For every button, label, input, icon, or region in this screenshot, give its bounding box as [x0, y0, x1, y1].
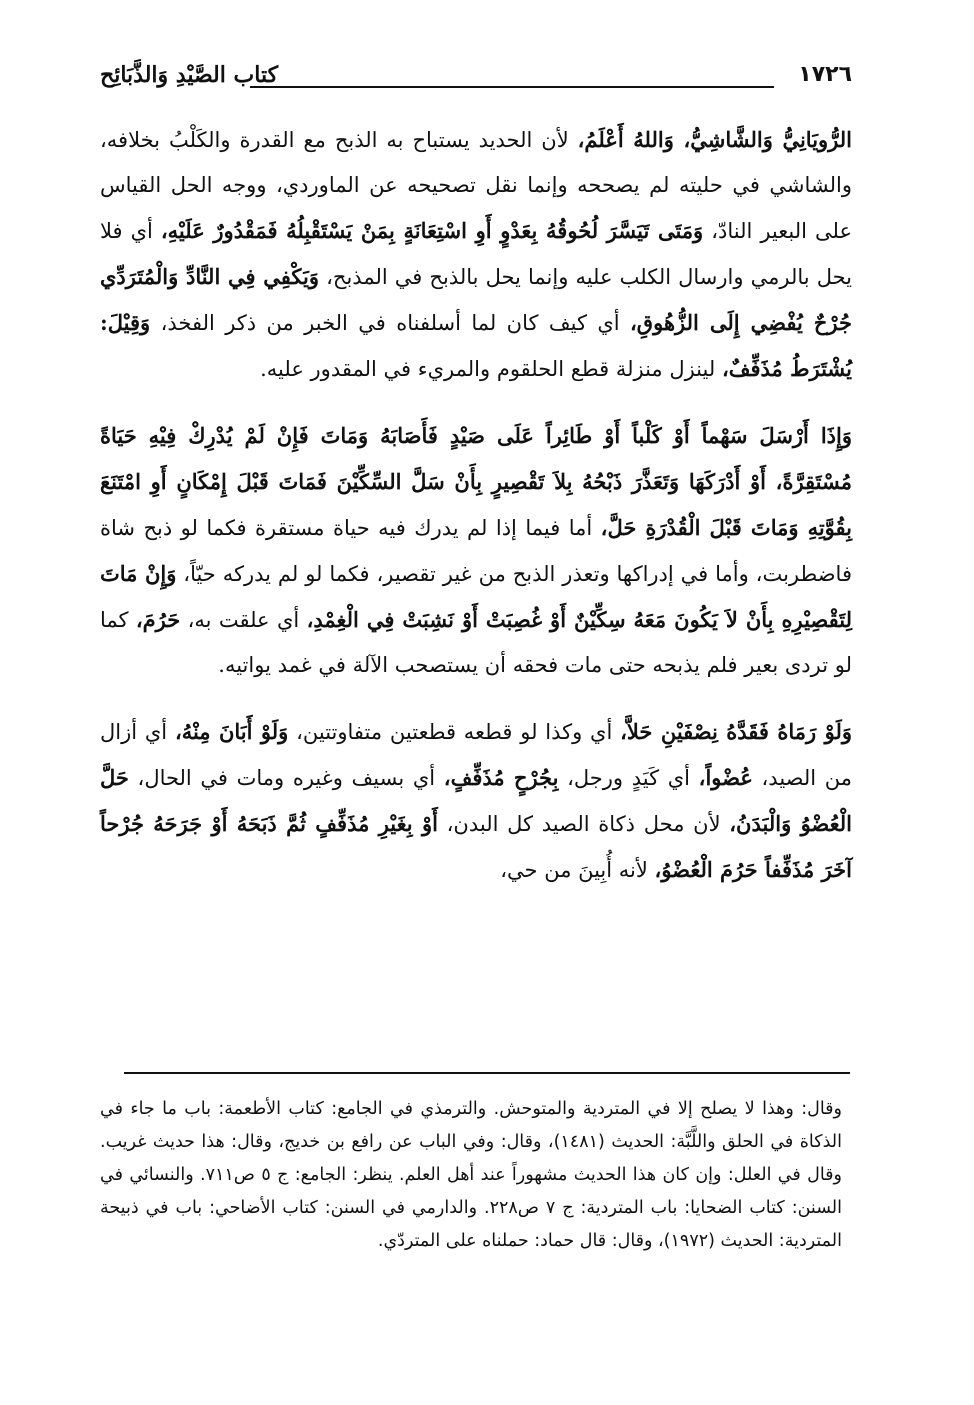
matn-text: وَإِذَا أَرْسَلَ سَهْماً أَوْ كَلْباً أَوْ طَائِراً عَلَى صَيْدٍ فَأَصَابَهُ وَمَاتَ فَإِنْ لَمْ يُدْرِكْ فِيْهِ حَيَاةً مُسْتَقِرَّةً، أَوْ أَدْرَكَهَا وَتَعَذَّرَ ذَبْحُهُ بِلاَ تَقْصِيرٍ بِأَنْ سَلَّ السِّكِّيْنَ فَمَاتَ قَبْلَ إِمْكَانٍ أَوِ امْتَنَعَ بِقُوَّتِهِ وَمَاتَ قَبْلَ الْقُدْرَةِ حَلَّ، [100, 423, 852, 540]
matn-text: بِجُرْحٍ مُذَفِّفٍ، [443, 765, 559, 790]
commentary-text: أي أزال من الصيد، [100, 720, 853, 790]
header-rule [250, 86, 774, 88]
matn-text: وَيَكْفِي فِي النَّادِّ وَالْمُتَرَدِّي جُرْحٌ يُفْضِي إِلَى الزُّهُوقِ، [100, 264, 852, 335]
commentary-text: لينزل منزلة قطع الحلقوم والمريء في المقدور عليه. [260, 357, 722, 381]
commentary-text: أما فيما إذا لم يدرك فيه حياة مستقرة فكما لو ذبح شاة فاضطربت، وأما في إدراكها وتعذر الذبح من غير تقصير، فكما لو لم يدركه حيّاً، [100, 516, 852, 586]
commentary-text: لأن الحديد يستباح به الذبح مع القدرة والكَلْبُ بخلافه، والشاشي في حليته لم يصححه وإنما نقل تصحيحه عن الماوردي، ووجه الحل القياس على البعير النادّ، [100, 128, 852, 243]
matn-text: وَإِنْ مَاتَ لِتَقْصِيْرِهِ بِأَنْ لاَ يَكُونَ مَعَهُ سِكِّيْنٌ أَوْ غُصِبَتْ أَوْ نَشِبَتْ فِي الْغِمْدِ، [100, 561, 852, 632]
matn-text: الرُّويَانِيُّ وَالشَّاشِيُّ، وَاللهُ أَعْلَمُ، [577, 127, 853, 152]
commentary-text: أي كيف كان لما أسلفناه في الخبر من ذكر الفخذ، [150, 311, 631, 335]
page-number: ١٧٢٦ [798, 62, 852, 87]
paragraph [100, 413, 852, 688]
commentary-text: كما لو تردى بعير فلم يذبحه حتى مات فحقه أن يستصحب الآلة في غمد يواتيه. [100, 608, 852, 677]
matn-text: عُضْواً، [698, 765, 753, 790]
matn-text: أَوْ بِغَيْرِ مُذَفِّفٍ ثُمَّ ذَبَحَهُ أَوْ جَرَحَهُ جُرْحاً آخَرَ مُذَفِّفاً حَرُمَ الْعُضْوُ، [100, 811, 852, 882]
commentary-text: أي علقت به، [180, 608, 307, 632]
commentary-text: أي وكذا لو قطعه قطعتين متفاوتتين، [288, 720, 621, 744]
matn-text: وَقِيْلَ: يُشْتَرَطُ مُذَفِّفٌ، [100, 310, 852, 381]
matn-text: حَرُمَ، [135, 607, 181, 632]
book-title: كتاب الصَّيْدِ وَالذَّبَائِح [100, 62, 279, 88]
commentary-text: لأنه أُبِينَ من حي، [500, 858, 655, 882]
commentary-text: أي بسيف وغيره ومات في الحال، [128, 766, 444, 790]
footnote: وقال: وهذا لا يصلح إلا في المتردية والمتوحش. والترمذي في الجامع: كتاب الأطعمة: باب ما جاء في الذكاة في الحلق واللَّبَّة: الحديث (١٤٨١)، وقال: وفي الباب عن رافع بن خديج، وقال: هذا حديث غريب. وقال في العلل: وإن كان هذا الحديث مشهوراً عند أهل العلم. ينظر: الجامع: ج ٥ ص٧١١. والنسائي في السنن: كتاب الضحايا: باب المتردية: ج ٧ ص٢٢٨. والدارمي في السنن: كتاب الأضاحي: باب في ذبيحة المتردية: الحديث (١٩٧٢)، وقال: قال حماد: حملناه على المتردّي. [100, 1099, 842, 1251]
matn-text: وَمَتَى تَيَسَّرَ لُحُوقُهُ بِعَدْوٍ أَوِ اسْتِعَانَةٍ بِمَنْ يَسْتَقْبِلُهُ فَمَقْدُورٌ عَلَيْهِ، [160, 218, 704, 243]
commentary-text: أي فلا يحل بالرمي وارسال الكلب عليه وإنما يحل بالذبح في المذبح، [100, 219, 853, 289]
running-header [100, 60, 852, 94]
paragraph [100, 117, 852, 392]
matn-text: حَلَّ الْعُضْوُ وَالْبَدَنُ، [100, 765, 852, 836]
commentary-text: أي كَيَدٍ ورجل، [558, 766, 699, 790]
main-text [100, 117, 852, 893]
paragraph [100, 709, 852, 893]
commentary-text: لأن محل ذكاة الصيد كل البدن، [437, 812, 730, 836]
matn-text: وَلَوْ أَبَانَ مِنْهُ، [174, 719, 289, 744]
matn-text: وَلَوْ رَمَاهُ فَقَدَّهُ نِصْفَيْنِ حَلاَّ، [620, 719, 852, 744]
footnote-rule [124, 1072, 850, 1074]
